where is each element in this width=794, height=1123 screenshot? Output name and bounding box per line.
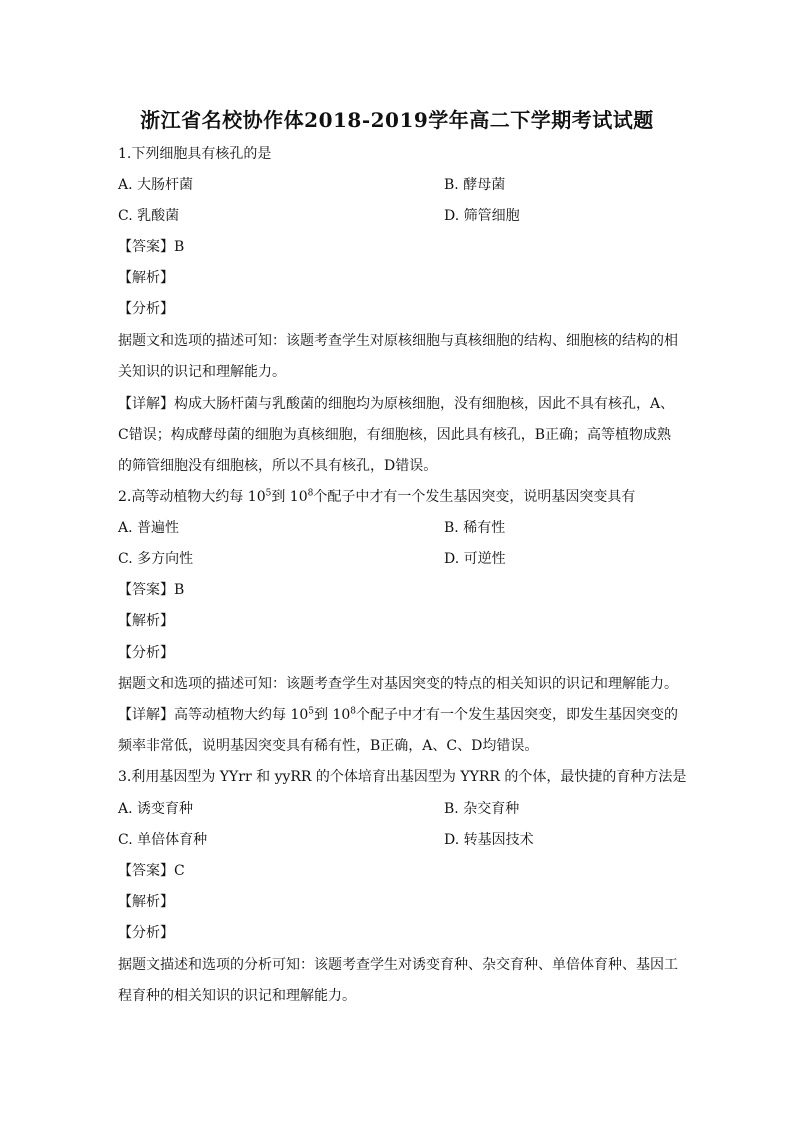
q1-option-a: A. 大肠杆菌: [118, 177, 194, 193]
q2-analysis-line: 据题文和选项的描述可知：该题考查学生对基因突变的特点的相关知识的识记和理解能力。: [118, 676, 678, 692]
question-3-stem: 3.利用基因型为 YYrr 和 yyRR 的个体培育出基因型为 YYRR 的个体，最快捷的育种方法是: [118, 769, 687, 785]
q3-option-c: C. 单倍体育种: [118, 832, 208, 848]
q1-option-d: D. 筛管细胞: [444, 208, 520, 224]
q2-answer: 【答案】B: [118, 582, 185, 598]
q2-option-a: A. 普遍性: [118, 520, 180, 536]
q3-analysis-line-1: 据题文描述和选项的分析可知：该题考查学生对诱变育种、杂交育种、单倍体育种、基因工: [118, 957, 678, 973]
q1-analysis-line-2: 关知识的识记和理解能力。: [118, 364, 286, 380]
q1-analysis-line-1: 据题文和选项的描述可知：该题考查学生对原核细胞与真核细胞的结构、细胞核的结构的相: [118, 333, 678, 349]
q2-option-d: D. 可逆性: [444, 551, 506, 567]
q1-fenxi-heading: 【分析】: [118, 301, 174, 317]
q3-answer: 【答案】C: [118, 863, 185, 879]
q3-fenxi-heading: 【分析】: [118, 925, 174, 941]
q2-detail-part-1: 【详解】高等动植物大约每 10: [118, 707, 309, 723]
q1-jiexi-heading: 【解析】: [118, 270, 174, 286]
q2-fenxi-heading: 【分析】: [118, 645, 174, 661]
q3-analysis-line-2: 程育种的相关知识的识记和理解能力。: [118, 988, 356, 1004]
question-2-stem: [118, 487, 678, 507]
q2-detail-exponent-1: 5: [308, 706, 314, 717]
q1-answer: 【答案】B: [118, 239, 185, 255]
q1-detail-line-1: 【详解】构成大肠杆菌与乳酸菌的细胞均为原核细胞，没有细胞核，因此不具有核孔，A、: [118, 396, 675, 412]
q2-jiexi-heading: 【解析】: [118, 613, 174, 629]
page-title: 浙江省名校协作体2018-2019学年高二下学期考试试题: [140, 108, 654, 132]
q3-option-d: D. 转基因技术: [444, 832, 534, 848]
q3-option-a: A. 诱变育种: [118, 801, 194, 817]
q2-option-b: B. 稀有性: [444, 520, 506, 536]
q2-stem-exponent-2: 8: [307, 488, 314, 499]
q1-detail-line-3: 的筛管细胞没有细胞核，所以不具有核孔，D错误。: [118, 458, 438, 474]
q2-option-c: C. 多方向性: [118, 551, 194, 567]
q2-detail-line-2: 频率非常低，说明基因突变具有稀有性，B正确，A、C、D均错误。: [118, 738, 539, 754]
q2-stem-exponent-1: 5: [265, 488, 272, 499]
q1-option-b: B. 酵母菌: [444, 177, 506, 193]
q2-stem-part-1: 2.高等动植物大约每 10: [118, 489, 266, 505]
q3-option-b: B. 杂交育种: [444, 801, 520, 817]
q1-detail-line-2: C错误；构成酵母菌的细胞为真核细胞，有细胞核，因此具有核孔，B正确；高等植物成熟: [118, 427, 671, 443]
q2-detail-line-1: [118, 705, 678, 725]
question-1-stem: 1.下列细胞具有核孔的是: [118, 146, 272, 162]
q2-stem-part-3: 个配子中才有一个发生基因突变，说明基因突变具有: [313, 489, 636, 505]
q2-detail-part-3: 个配子中才有一个发生基因突变，即发生基因突变的: [356, 707, 678, 723]
q2-stem-part-2: 到 10: [271, 489, 308, 505]
q3-jiexi-heading: 【解析】: [118, 894, 174, 910]
q2-detail-exponent-2: 8: [350, 706, 356, 717]
q2-detail-part-2: 到 10: [314, 707, 351, 723]
q1-option-c: C. 乳酸菌: [118, 208, 180, 224]
